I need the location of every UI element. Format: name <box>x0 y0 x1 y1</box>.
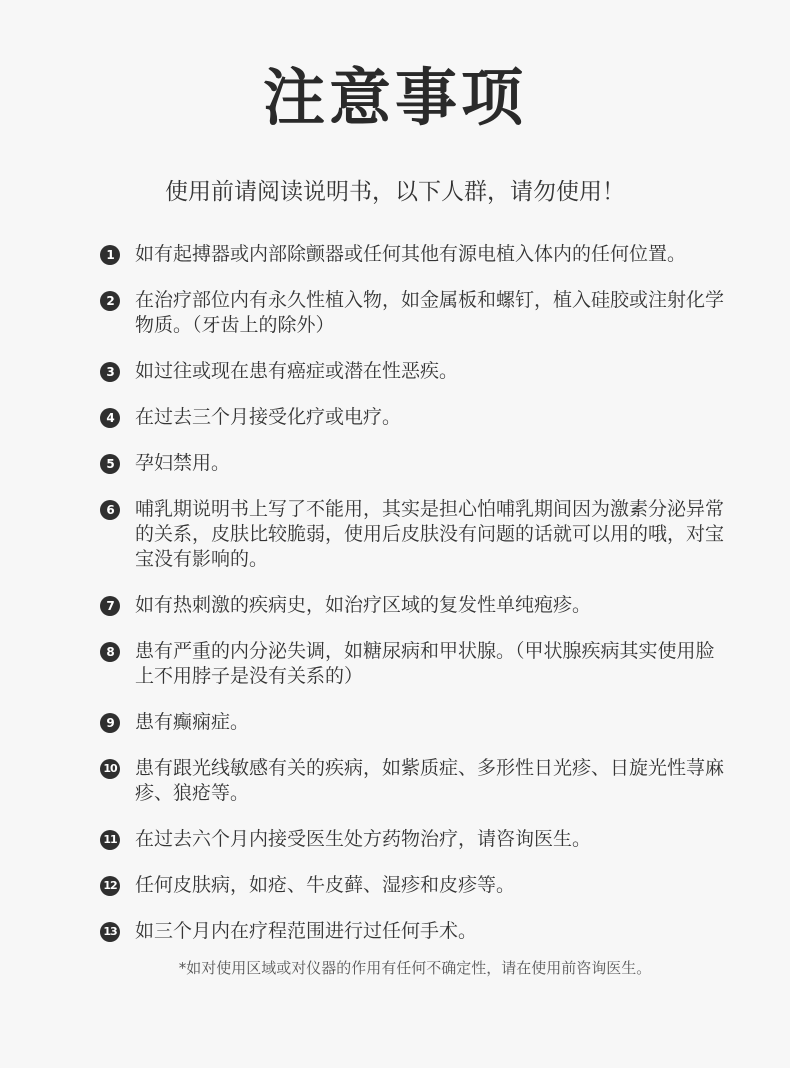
list-item <box>100 405 730 430</box>
number-badge: 1 <box>100 245 120 265</box>
list-item <box>100 593 730 618</box>
list-item <box>100 827 730 852</box>
number-badge: 13 <box>100 922 120 942</box>
list-item <box>100 359 730 384</box>
number-badge: 8 <box>100 642 120 662</box>
number-badge: 11 <box>100 830 120 850</box>
item-text: 如有热刺激的疾病史，如治疗区域的复发性单纯疱疹。 <box>135 594 592 616</box>
item-text: 如三个月内在疗程范围进行过任何手术。 <box>135 920 478 942</box>
item-text: 在过去六个月内接受医生处方药物治疗，请咨询医生。 <box>135 828 592 850</box>
precautions-list <box>100 242 730 965</box>
list-item <box>100 919 730 944</box>
item-text: 在过去三个月接受化疗或电疗。 <box>135 406 402 428</box>
number-badge: 7 <box>100 596 120 616</box>
number-badge: 2 <box>100 291 120 311</box>
item-text: 如有起搏器或内部除颤器或任何其他有源电植入体内的任何位置。 <box>135 243 687 265</box>
page-subtitle: 使用前请阅读说明书，以下人群，请勿使用！ <box>165 179 625 205</box>
number-badge: 3 <box>100 362 120 382</box>
list-item <box>100 639 730 689</box>
number-badge: 9 <box>100 713 120 733</box>
list-item <box>100 288 730 338</box>
number-badge: 4 <box>100 408 120 428</box>
page-title: 注意事项 <box>262 61 527 134</box>
item-text: 患有癫痫症。 <box>135 711 250 733</box>
item-text: 患有跟光线敏感有关的疾病，如紫质症、多形性日光疹、日旋光性荨麻疹、狼疮等。 <box>135 757 725 804</box>
footnote: *如对使用区域或对仪器的作用有任何不确定性，请在使用前咨询医生。 <box>178 959 652 977</box>
list-item <box>100 451 730 476</box>
number-badge: 12 <box>100 876 120 896</box>
list-item <box>100 497 730 572</box>
list-item <box>100 756 730 806</box>
number-badge: 10 <box>100 759 120 779</box>
list-item <box>100 873 730 898</box>
item-text: 患有严重的内分泌失调，如糖尿病和甲状腺。（甲状腺疾病其实使用脸上不用脖子是没有关系的） <box>135 640 715 687</box>
list-item <box>100 242 730 267</box>
item-text: 如过往或现在患有癌症或潜在性恶疾。 <box>135 360 459 382</box>
number-badge: 5 <box>100 454 120 474</box>
item-text: 哺乳期说明书上写了不能用，其实是担心怕哺乳期间因为激素分泌异常的关系，皮肤比较脆弱，使用后皮肤没有问题的话就可以用的哦，对宝宝没有影响的。 <box>135 498 725 570</box>
list-item <box>100 710 730 735</box>
item-text: 在治疗部位内有永久性植入物，如金属板和螺钉，植入硅胶或注射化学物质。（牙齿上的除外） <box>135 289 725 336</box>
number-badge: 6 <box>100 500 120 520</box>
item-text: 孕妇禁用。 <box>135 452 231 474</box>
item-text: 任何皮肤病，如疮、牛皮藓、湿疹和皮疹等。 <box>135 874 516 896</box>
